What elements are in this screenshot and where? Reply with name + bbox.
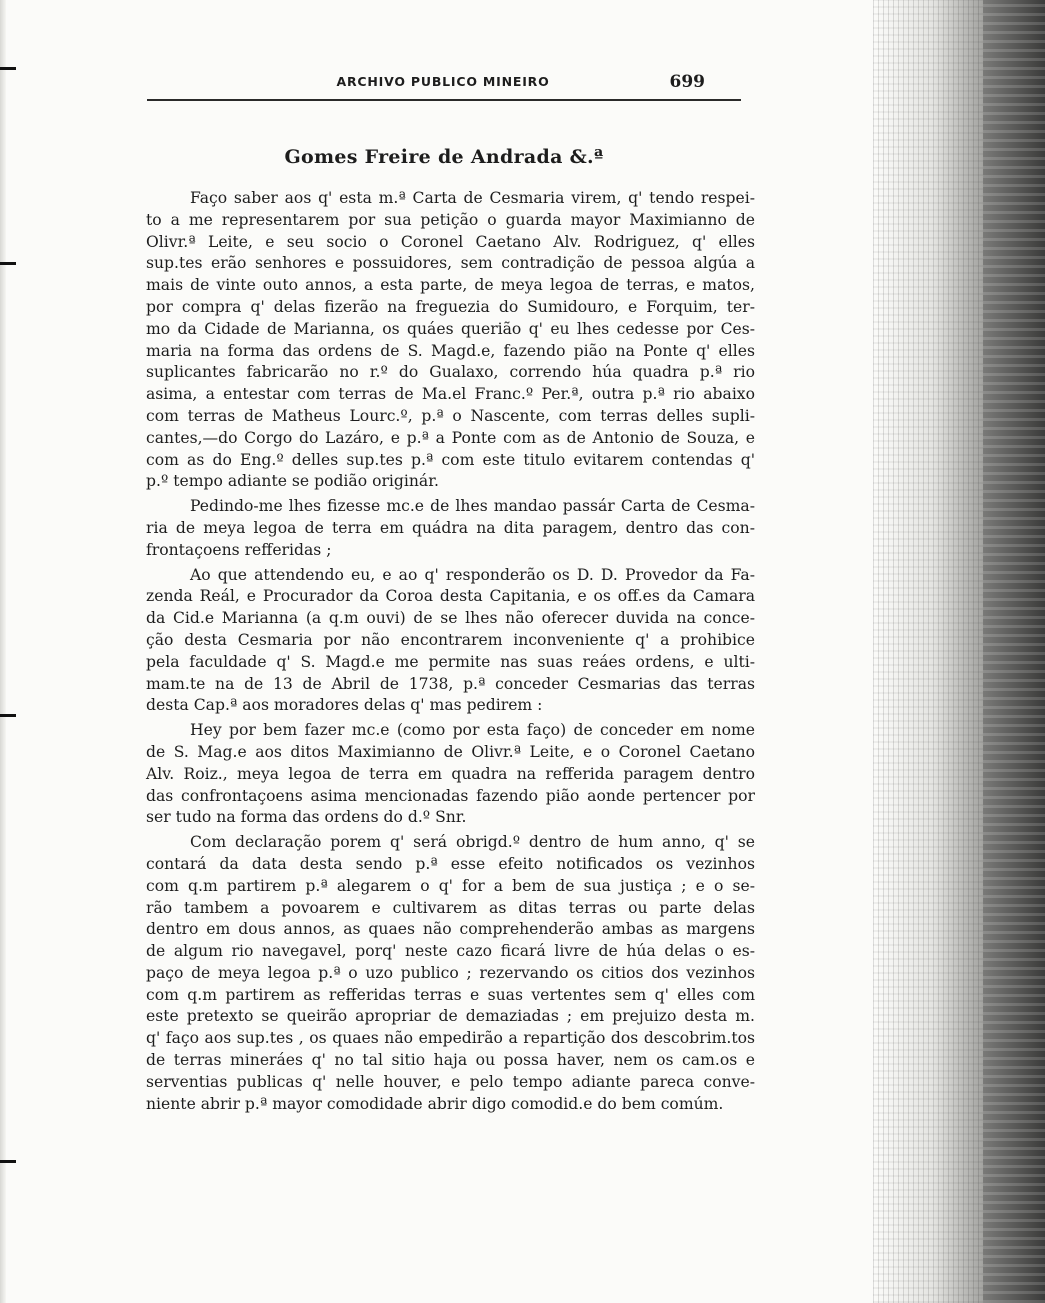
text-line: paço de meya legoa p.ª o uzo publico ; rezervando os citios dos vezinhos: [146, 963, 755, 982]
text-line: com as do Eng.º delles sup.tes p.ª com este titulo evitarem contendas q': [146, 450, 755, 469]
text-line: zenda Reál, e Procurador da Coroa desta Capitania, e os off.es da Camara: [146, 587, 755, 606]
text-line: com q.m partirem p.ª alegarem o q' for a bem de sua justiça ; e o se-: [146, 876, 755, 895]
margin-mark: [0, 1160, 16, 1163]
text-line: com q.m partirem as refferidas terras e suas vertentes sem q' elles com: [146, 985, 755, 1004]
document-title: Gomes Freire de Andrada &.ª: [284, 146, 604, 168]
text-line: este pretexto se queirão apropriar de demaziadas ; em prejuizo desta m.: [146, 1007, 755, 1026]
margin-mark: [0, 262, 16, 265]
paragraph: [146, 832, 755, 1115]
text-line: Com declaração porem q' será obrigd.º dentro de hum anno, q' se: [190, 833, 755, 852]
running-head: ARCHIVO PUBLICO MINEIRO: [336, 74, 550, 89]
text-line: maria na forma das ordens de S. Magd.e, fazendo pião na Ponte q' elles: [146, 341, 755, 360]
text-line: Pedindo-me lhes fizesse mc.e de lhes mandao passár Carta de Cesma-: [190, 497, 755, 516]
text-line: de algum rio navegavel, porq' neste cazo ficará livre de húa delas o es-: [146, 942, 755, 961]
text-line: q' faço aos sup.tes , os quaes não empedirão a repartição dos descobrim.tos: [146, 1029, 755, 1048]
paragraph: [146, 188, 755, 493]
text-line: das confrontaçoens asima mencionadas fazendo pião aonde pertencer por: [146, 786, 755, 805]
text-line: Olivr.ª Leite, e seu socio o Coronel Caetano Alv. Rodriguez, q' elles: [146, 232, 755, 251]
page-header: [147, 72, 739, 94]
text-line: rão tambem a povoarem e cultivarem as ditas terras ou parte delas: [146, 898, 755, 917]
margin-mark: [0, 67, 16, 70]
text-line: p.º tempo adiante se podião originár.: [146, 472, 439, 491]
header-rule: [147, 99, 741, 101]
text-line: Ao que attendendo eu, e ao q' responderão os D. D. Provedor da Fa-: [190, 565, 755, 584]
text-line: pela faculdade q' S. Magd.e me permite nas suas reáes ordens, e ulti-: [146, 652, 755, 671]
text-line: por compra q' delas fizerão na freguezia do Sumidouro, e Forquim, ter-: [146, 297, 755, 316]
document-body: [146, 188, 755, 1115]
text-line: mais de vinte outo annos, a esta parte, de meya legoa de terras, e matos,: [146, 276, 755, 295]
text-line: to a me representarem por sua petição o guarda mayor Maximianno de: [146, 210, 755, 229]
text-line: de terras mineráes q' no tal sitio haja ou possa haver, nem os cam.os e: [146, 1051, 755, 1070]
book-spine-shadow: [983, 0, 1045, 1303]
text-line: contará da data desta sendo p.ª esse efeito notificados os vezinhos: [146, 854, 755, 873]
paragraph: [146, 565, 755, 718]
paragraph: [146, 720, 755, 829]
paragraph: [146, 496, 755, 561]
text-line: mam.te na de 13 de Abril de 1738, p.ª conceder Cesmarias das terras: [146, 674, 755, 693]
page-left-margin: [0, 0, 6, 1303]
text-line: serventias publicas q' nelle houver, e pelo tempo adiante pareca conve-: [146, 1072, 755, 1091]
text-line: de S. Mag.e aos ditos Maximianno de Olivr.ª Leite, e o Coronel Caetano: [146, 742, 755, 761]
text-line: frontaçoens refferidas ;: [146, 540, 332, 559]
text-line: Hey por bem fazer mc.e (como por esta faço) de conceder em nome: [190, 721, 755, 740]
text-line: suplicantes fabricarão no r.º do Gualaxo, correndo húa quadra p.ª rio: [146, 363, 755, 382]
text-line: dentro em dous annos, as quaes não comprehenderão ambas as margens: [146, 920, 755, 939]
text-line: da Cid.e Marianna (a q.m ouvi) de se lhes não oferecer duvida na conce-: [146, 609, 755, 628]
text-line: cantes,—do Corgo do Lazáro, e p.ª a Ponte com as de Antonio de Souza, e: [146, 428, 755, 447]
text-line: Alv. Roiz., meya legoa de terra em quadra na refferida paragem dentro: [146, 764, 755, 783]
text-line: ser tudo na forma das ordens do d.º Snr.: [146, 808, 467, 827]
text-line: ção desta Cesmaria por não encontrarem inconveniente q' a prohibice: [146, 630, 755, 649]
text-line: mo da Cidade de Marianna, os quáes querião q' eu lhes cedesse por Ces-: [146, 319, 755, 338]
text-line: com terras de Matheus Lourc.º, p.ª o Nascente, com terras delles supli-: [146, 406, 755, 425]
text-line: asima, a entestar com terras de Ma.el Franc.º Per.ª, outra p.ª rio abaixo: [146, 385, 755, 404]
text-line: niente abrir p.ª mayor comodidade abrir digo comodid.e do bem comúm.: [146, 1094, 724, 1113]
text-line: Faço saber aos q' esta m.ª Carta de Cesmaria virem, q' tendo respei-: [190, 189, 755, 207]
text-line: ria de meya legoa de terra em quádra na dita paragem, dentro das con-: [146, 518, 755, 537]
text-line: sup.tes erão senhores e possuidores, sem contradição de pessoa algúa a: [146, 254, 755, 273]
margin-mark: [0, 714, 16, 717]
page-number: 699: [669, 72, 705, 92]
text-line: desta Cap.ª aos moradores delas q' mas pedirem :: [146, 696, 543, 715]
